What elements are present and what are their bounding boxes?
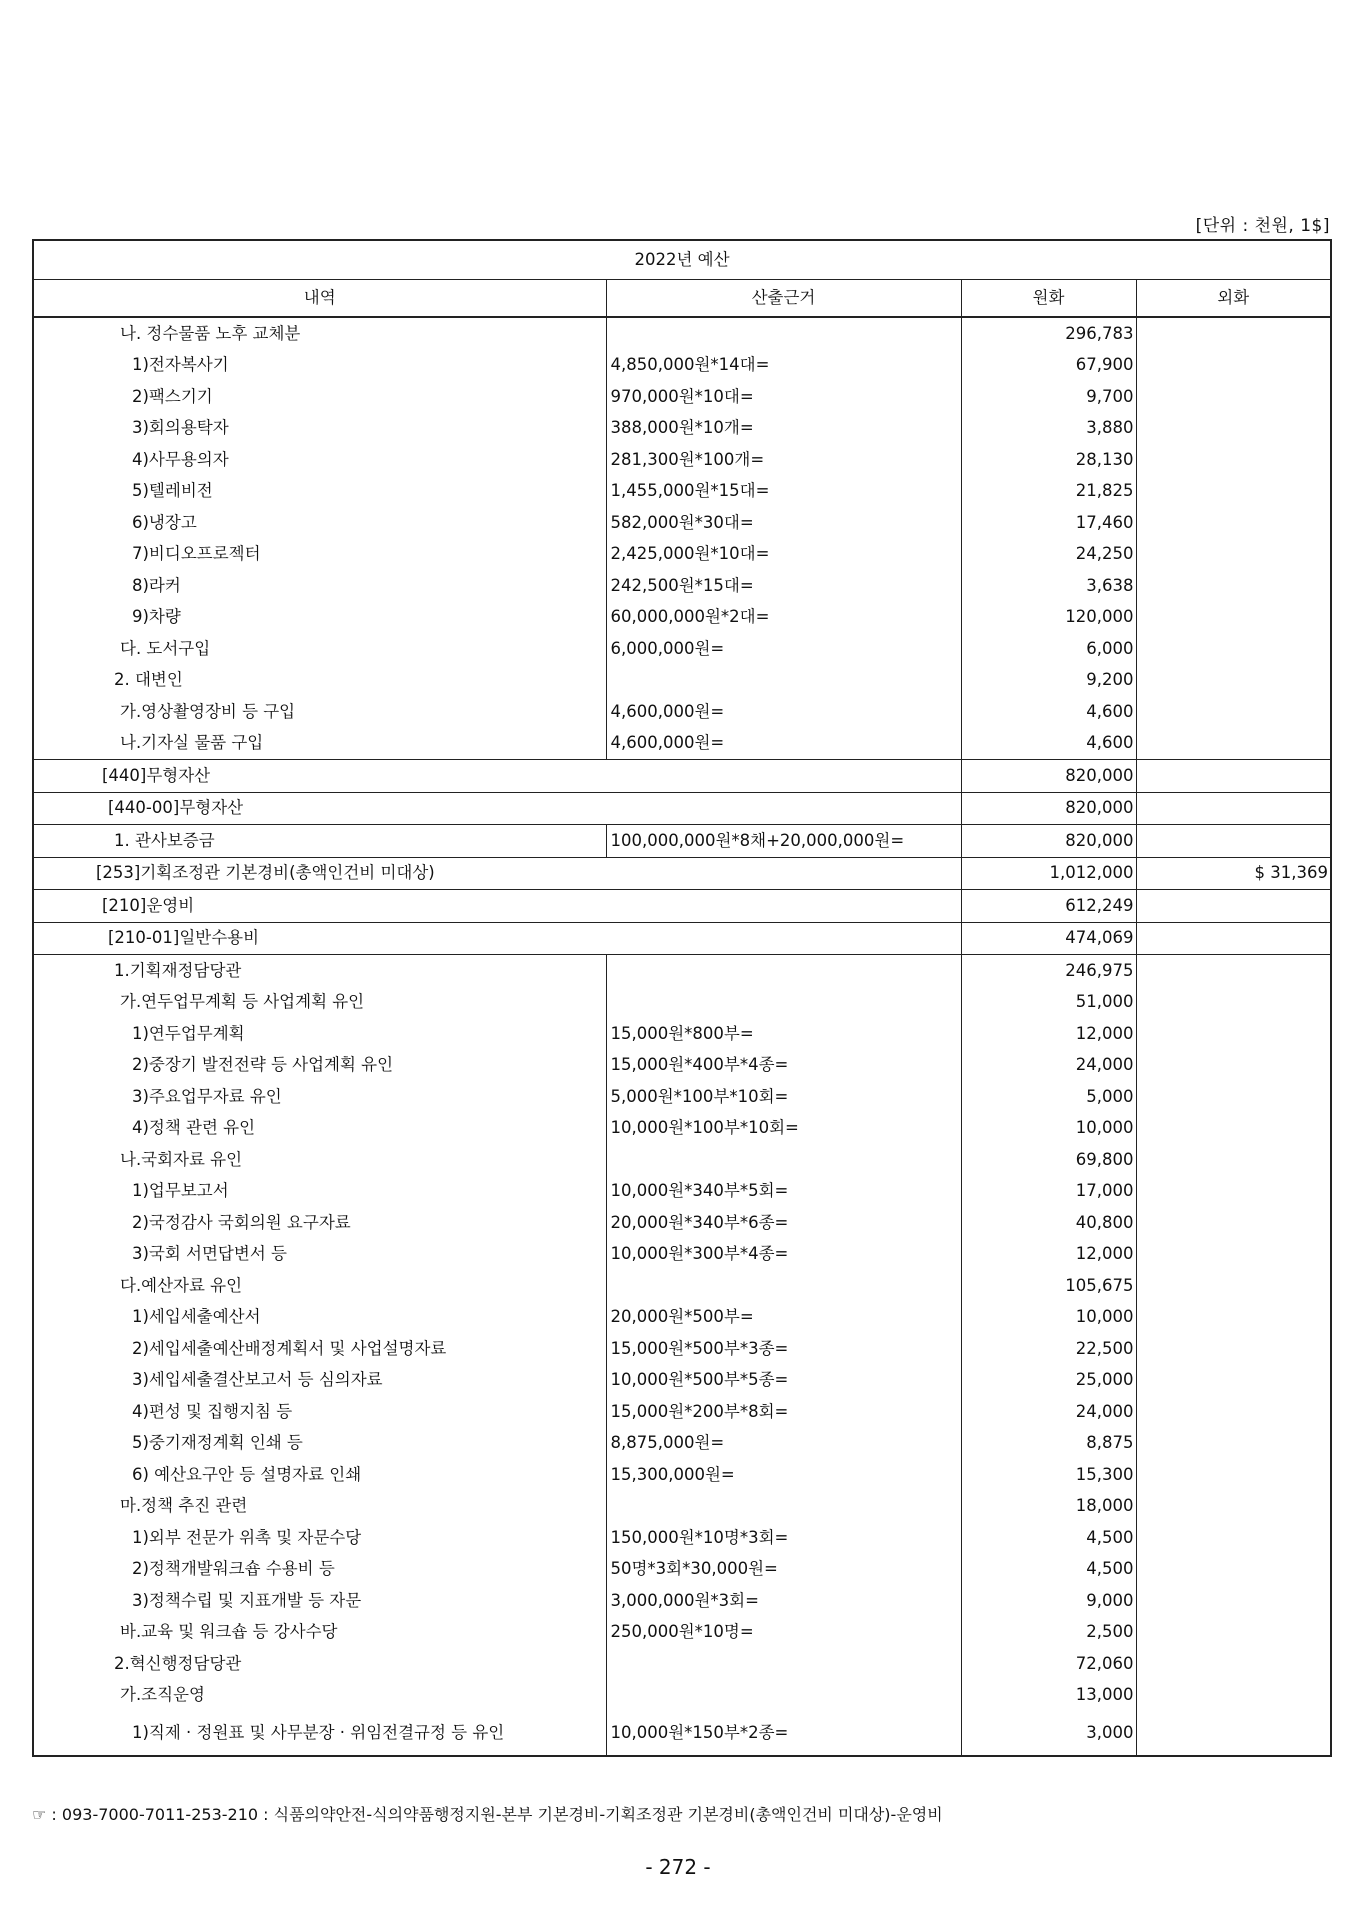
row-krw-amount: 15,300 [961,1459,1136,1491]
row-krw-amount: 51,000 [961,987,1136,1019]
row-calc-basis: 10,000원*150부*2종= [606,1711,961,1756]
row-fx-amount [1136,1176,1331,1208]
row-fx-amount [1136,507,1331,539]
row-krw-amount: 3,880 [961,413,1136,445]
row-fx-amount [1136,1239,1331,1271]
row-item-label: 2)정책개발워크숍 수용비 등 [33,1554,606,1586]
row-fx-amount [1136,413,1331,445]
row-calc-basis: 100,000,000원*8채+20,000,000원= [606,825,961,858]
table-row [33,381,1331,413]
row-calc-basis: 10,000원*300부*4종= [606,1239,961,1271]
row-calc-basis: 15,000원*400부*4종= [606,1050,961,1082]
row-calc-basis: 4,850,000원*14대= [606,350,961,382]
row-krw-amount: 17,460 [961,507,1136,539]
row-fx-amount [1136,955,1331,987]
row-krw-amount: 8,875 [961,1428,1136,1460]
table-row [33,1554,1331,1586]
row-fx-amount [1136,1459,1331,1491]
table-row [33,696,1331,728]
row-item-label: 3)주요업무자료 유인 [33,1081,606,1113]
row-item-label: 2)중장기 발전전략 등 사업계획 유인 [33,1050,606,1082]
column-header-item: 내역 [33,280,606,318]
row-fx-amount [1136,539,1331,571]
table-row [33,1113,1331,1145]
row-fx-amount [1136,1554,1331,1586]
row-fx-amount [1136,1081,1331,1113]
row-item-label: 나.기자실 물품 구입 [33,728,606,760]
page-number: - 272 - [645,1855,711,1879]
row-item-label: 바.교육 및 워크숍 등 강사수당 [33,1617,606,1649]
row-item-label: 3)회의용탁자 [33,413,606,445]
row-krw-amount: 2,500 [961,1617,1136,1649]
row-fx-amount [1136,1491,1331,1523]
row-item-label: [253]기획조정관 기본경비(총액인건비 미대상) [33,857,961,890]
row-item-label: [440]무형자산 [33,760,961,793]
row-fx-amount [1136,760,1331,793]
table-row [33,1428,1331,1460]
row-item-label: 3)세입세출결산보고서 등 심의자료 [33,1365,606,1397]
row-calc-basis: 250,000원*10명= [606,1617,961,1649]
row-item-label: 다.예산자료 유인 [33,1270,606,1302]
row-fx-amount [1136,444,1331,476]
row-item-label: 1)직제 · 정원표 및 사무분장 · 위임전결규정 등 유인 [33,1711,606,1756]
table-row [33,1617,1331,1649]
row-item-label: 5)중기재정계획 인쇄 등 [33,1428,606,1460]
row-item-label: [210-01]일반수용비 [33,922,961,955]
row-krw-amount: 820,000 [961,760,1136,793]
table-row [33,633,1331,665]
row-item-label: 다. 도서구입 [33,633,606,665]
row-krw-amount: 21,825 [961,476,1136,508]
table-row [33,1396,1331,1428]
row-calc-basis: 15,000원*500부*3종= [606,1333,961,1365]
column-header-fx: 외화 [1136,280,1331,318]
row-item-label: 8)라커 [33,570,606,602]
column-header-basis: 산출근거 [606,280,961,318]
row-calc-basis: 242,500원*15대= [606,570,961,602]
row-krw-amount: 3,638 [961,570,1136,602]
row-krw-amount: 17,000 [961,1176,1136,1208]
row-fx-amount [1136,381,1331,413]
row-krw-amount: 820,000 [961,792,1136,825]
row-krw-amount: 13,000 [961,1680,1136,1712]
table-row [33,350,1331,382]
row-item-label: 2.혁신행정담당관 [33,1648,606,1680]
row-krw-amount: 6,000 [961,633,1136,665]
table-row [33,1585,1331,1617]
row-fx-amount [1136,1680,1331,1712]
table-row [33,602,1331,634]
row-krw-amount: 24,000 [961,1050,1136,1082]
row-item-label: 1)세입세출예산서 [33,1302,606,1334]
row-calc-basis [606,1491,961,1523]
table-row [33,539,1331,571]
row-calc-basis: 20,000원*340부*6종= [606,1207,961,1239]
table-row [33,825,1331,858]
table-row [33,1144,1331,1176]
row-krw-amount: 120,000 [961,602,1136,634]
row-calc-basis: 5,000원*100부*10회= [606,1081,961,1113]
table-row [33,1302,1331,1334]
row-krw-amount: 18,000 [961,1491,1136,1523]
row-item-label: 2)국정감사 국회의원 요구자료 [33,1207,606,1239]
row-fx-amount [1136,1617,1331,1649]
row-item-label: [440-00]무형자산 [33,792,961,825]
row-calc-basis: 20,000원*500부= [606,1302,961,1334]
row-fx-amount [1136,1522,1331,1554]
row-item-label: 5)텔레비전 [33,476,606,508]
row-item-label: 3)정책수립 및 지표개발 등 자문 [33,1585,606,1617]
row-krw-amount: 28,130 [961,444,1136,476]
column-header-krw: 원화 [961,280,1136,318]
row-krw-amount: 4,500 [961,1522,1136,1554]
table-row [33,317,1331,350]
row-fx-amount [1136,633,1331,665]
row-krw-amount: 9,000 [961,1585,1136,1617]
row-fx-amount [1136,1144,1331,1176]
row-item-label: 가.연두업무계획 등 사업계획 유인 [33,987,606,1019]
table-row [33,1207,1331,1239]
row-fx-amount [1136,987,1331,1019]
row-krw-amount: 25,000 [961,1365,1136,1397]
row-krw-amount: 5,000 [961,1081,1136,1113]
row-krw-amount: 12,000 [961,1239,1136,1271]
row-item-label: 나.국회자료 유인 [33,1144,606,1176]
row-krw-amount: 105,675 [961,1270,1136,1302]
row-calc-basis: 10,000원*500부*5종= [606,1365,961,1397]
table-row [33,922,1331,955]
row-krw-amount: 246,975 [961,955,1136,987]
table-row [33,444,1331,476]
row-krw-amount: 69,800 [961,1144,1136,1176]
table-row [33,1459,1331,1491]
row-fx-amount: $ 31,369 [1136,857,1331,890]
row-fx-amount [1136,792,1331,825]
budget-table [32,239,1332,1757]
row-item-label: 4)정책 관련 유인 [33,1113,606,1145]
row-item-label: [210]운영비 [33,890,961,923]
row-item-label: 1.기획재정담당관 [33,955,606,987]
row-item-label: 7)비디오프로젝터 [33,539,606,571]
row-item-label: 6)냉장고 [33,507,606,539]
table-row [33,1081,1331,1113]
row-fx-amount [1136,665,1331,697]
row-calc-basis [606,1680,961,1712]
row-krw-amount: 612,249 [961,890,1136,923]
budget-table-body [33,317,1331,1756]
account-code-note: ☞ : 093-7000-7011-253-210 : 식품의약안전-식의약품행정지원-본부 기본경비-기획조정관 기본경비(총액인건비 미대상)-운영비 [32,1805,943,1824]
table-row [33,728,1331,760]
row-item-label: 1)전자복사기 [33,350,606,382]
row-fx-amount [1136,1711,1331,1756]
table-row [33,890,1331,923]
row-krw-amount: 820,000 [961,825,1136,858]
row-item-label: 1. 관사보증금 [33,825,606,858]
row-item-label: 2. 대변인 [33,665,606,697]
row-fx-amount [1136,350,1331,382]
row-item-label: 1)외부 전문가 위촉 및 자문수당 [33,1522,606,1554]
row-krw-amount: 40,800 [961,1207,1136,1239]
table-row [33,857,1331,890]
row-fx-amount [1136,1302,1331,1334]
row-calc-basis [606,665,961,697]
table-row [33,1491,1331,1523]
table-row [33,1680,1331,1712]
row-fx-amount [1136,890,1331,923]
row-krw-amount: 10,000 [961,1302,1136,1334]
table-row [33,1270,1331,1302]
row-item-label: 6) 예산요구안 등 설명자료 인쇄 [33,1459,606,1491]
row-krw-amount: 24,000 [961,1396,1136,1428]
row-fx-amount [1136,1050,1331,1082]
row-calc-basis: 15,300,000원= [606,1459,961,1491]
table-row [33,1239,1331,1271]
row-calc-basis: 10,000원*100부*10회= [606,1113,961,1145]
row-fx-amount [1136,825,1331,858]
row-krw-amount: 4,500 [961,1554,1136,1586]
unit-note: [단위 : 천원, 1$] [1195,216,1330,236]
row-fx-amount [1136,1428,1331,1460]
row-calc-basis: 15,000원*800부= [606,1018,961,1050]
row-krw-amount: 3,000 [961,1711,1136,1756]
row-calc-basis [606,987,961,1019]
row-item-label: 1)연두업무계획 [33,1018,606,1050]
table-row [33,1333,1331,1365]
row-fx-amount [1136,602,1331,634]
row-krw-amount: 4,600 [961,728,1136,760]
row-krw-amount: 9,200 [961,665,1136,697]
row-calc-basis: 970,000원*10대= [606,381,961,413]
table-row [33,1018,1331,1050]
row-calc-basis [606,955,961,987]
row-calc-basis: 4,600,000원= [606,696,961,728]
row-item-label: 가.조직운영 [33,1680,606,1712]
row-krw-amount: 4,600 [961,696,1136,728]
row-krw-amount: 9,700 [961,381,1136,413]
table-row [33,760,1331,793]
row-fx-amount [1136,1018,1331,1050]
row-krw-amount: 22,500 [961,1333,1136,1365]
row-fx-amount [1136,696,1331,728]
row-item-label: 2)세입세출예산배정계획서 및 사업설명자료 [33,1333,606,1365]
row-item-label: 1)업무보고서 [33,1176,606,1208]
row-fx-amount [1136,1270,1331,1302]
row-item-label: 나. 정수물품 노후 교체분 [33,317,606,350]
row-calc-basis [606,1270,961,1302]
row-fx-amount [1136,922,1331,955]
row-fx-amount [1136,1113,1331,1145]
row-krw-amount: 1,012,000 [961,857,1136,890]
table-row [33,1365,1331,1397]
row-krw-amount: 24,250 [961,539,1136,571]
row-calc-basis: 8,875,000원= [606,1428,961,1460]
row-fx-amount [1136,570,1331,602]
row-krw-amount: 10,000 [961,1113,1136,1145]
row-fx-amount [1136,1207,1331,1239]
row-calc-basis: 15,000원*200부*8회= [606,1396,961,1428]
row-calc-basis: 1,455,000원*15대= [606,476,961,508]
row-item-label: 4)편성 및 집행지침 등 [33,1396,606,1428]
table-row [33,1176,1331,1208]
row-calc-basis: 150,000원*10명*3회= [606,1522,961,1554]
row-item-label: 가.영상촬영장비 등 구입 [33,696,606,728]
table-row [33,413,1331,445]
table-row [33,987,1331,1019]
row-fx-amount [1136,476,1331,508]
table-row [33,1522,1331,1554]
table-row [33,1711,1331,1756]
row-calc-basis: 3,000,000원*3회= [606,1585,961,1617]
row-fx-amount [1136,1585,1331,1617]
row-calc-basis: 10,000원*340부*5회= [606,1176,961,1208]
table-row [33,1648,1331,1680]
row-krw-amount: 72,060 [961,1648,1136,1680]
row-item-label: 2)팩스기기 [33,381,606,413]
row-krw-amount: 474,069 [961,922,1136,955]
table-row [33,570,1331,602]
table-row [33,792,1331,825]
row-item-label: 4)사무용의자 [33,444,606,476]
row-fx-amount [1136,728,1331,760]
row-calc-basis [606,317,961,350]
table-row [33,507,1331,539]
row-calc-basis [606,1144,961,1176]
row-calc-basis: 582,000원*30대= [606,507,961,539]
row-fx-amount [1136,1648,1331,1680]
row-calc-basis [606,1648,961,1680]
row-calc-basis: 2,425,000원*10대= [606,539,961,571]
row-item-label: 3)국회 서면답변서 등 [33,1239,606,1271]
row-item-label: 마.정책 추진 관련 [33,1491,606,1523]
table-title: 2022년 예산 [33,240,1331,280]
row-calc-basis: 4,600,000원= [606,728,961,760]
row-calc-basis: 281,300원*100개= [606,444,961,476]
table-row [33,665,1331,697]
row-krw-amount: 67,900 [961,350,1136,382]
row-fx-amount [1136,1396,1331,1428]
row-krw-amount: 296,783 [961,317,1136,350]
row-calc-basis: 50명*3회*30,000원= [606,1554,961,1586]
row-fx-amount [1136,1365,1331,1397]
row-item-label: 9)차량 [33,602,606,634]
row-calc-basis: 60,000,000원*2대= [606,602,961,634]
row-calc-basis: 388,000원*10개= [606,413,961,445]
row-fx-amount [1136,1333,1331,1365]
row-fx-amount [1136,317,1331,350]
row-calc-basis: 6,000,000원= [606,633,961,665]
table-row [33,955,1331,987]
table-row [33,476,1331,508]
row-krw-amount: 12,000 [961,1018,1136,1050]
table-row [33,1050,1331,1082]
